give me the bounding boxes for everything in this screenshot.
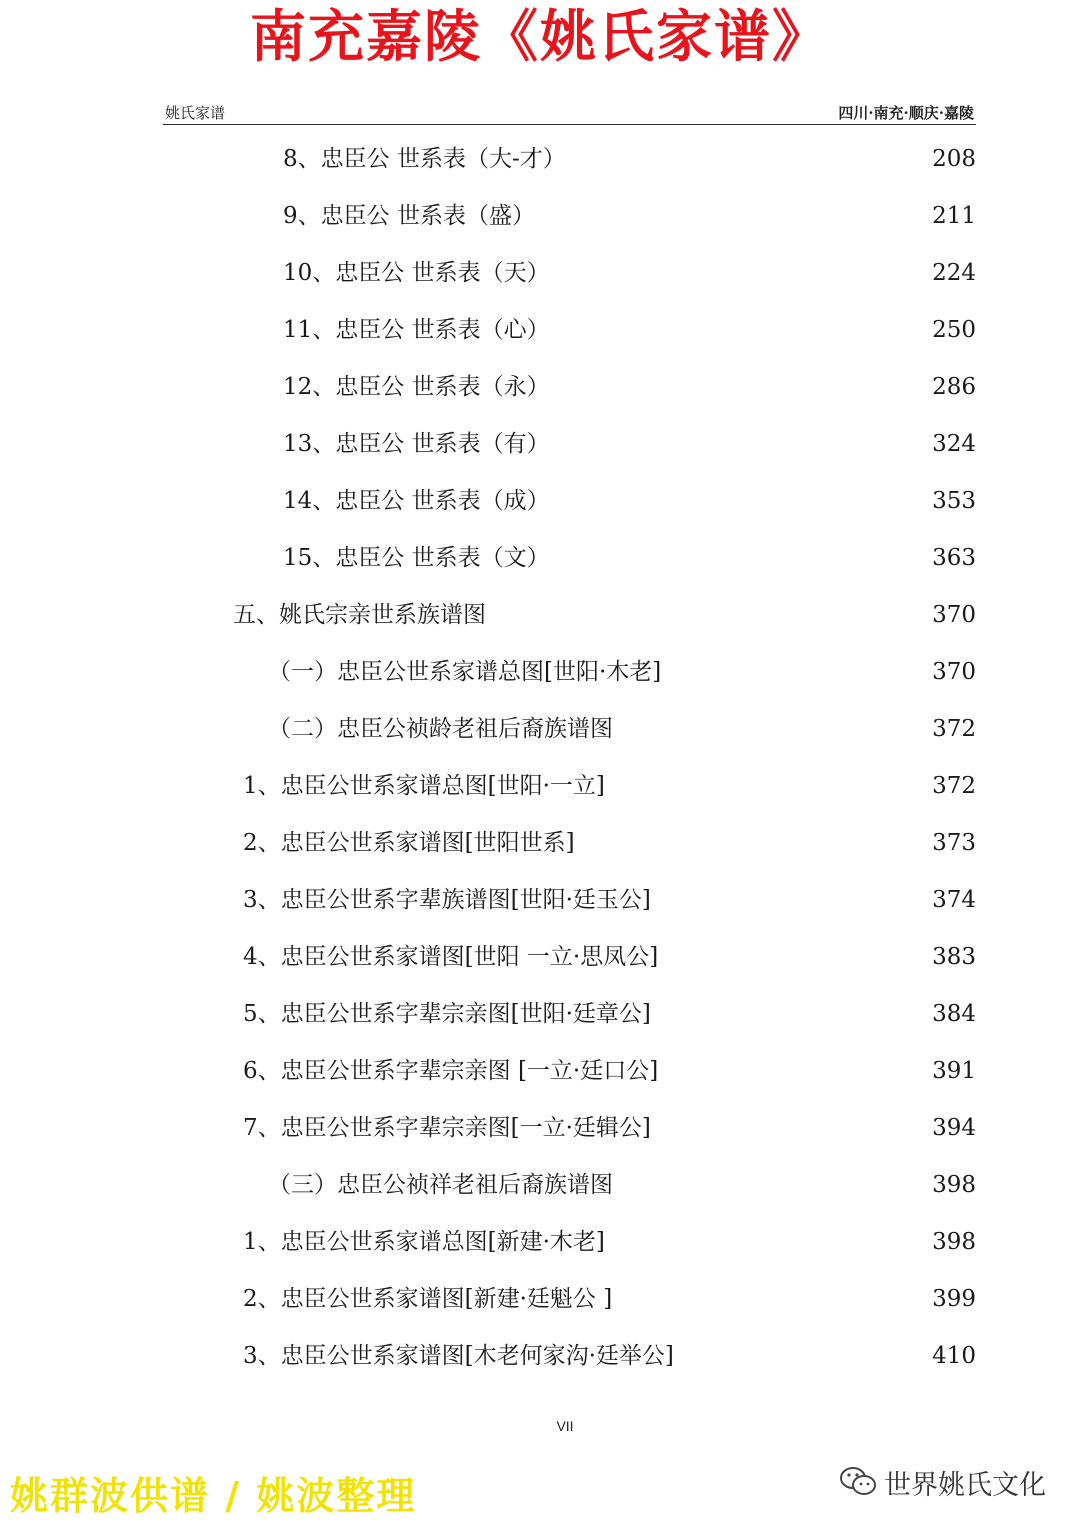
toc-entry-title: 4、忠臣公世系家谱图[世阳 一立·思凤公]: [243, 944, 659, 970]
watermark-text: 世界姚氏文化: [884, 1469, 1046, 1501]
toc-entry-page: 370: [932, 659, 976, 685]
toc-entry-title: 15、忠臣公 世系表（文）: [283, 545, 550, 571]
toc-entry: [0, 188, 1080, 245]
toc-entry: [0, 1328, 1080, 1385]
toc-entry: [0, 1100, 1080, 1157]
toc-entry: [0, 131, 1080, 188]
toc-entry-page: 391: [932, 1058, 976, 1084]
toc-entry: [0, 815, 1080, 872]
toc-entry-page: 394: [932, 1115, 976, 1141]
toc-entry-title: 8、忠臣公 世系表（大-才）: [283, 146, 566, 172]
toc-entry-title: 3、忠臣公世系家谱图[木老何家沟·廷举公]: [243, 1343, 674, 1369]
toc-entry-title: 2、忠臣公世系家谱图[新建·廷魁公 ]: [243, 1286, 613, 1312]
toc-entry: [0, 872, 1080, 929]
toc-entry: [0, 986, 1080, 1043]
toc-entry-title: 5、忠臣公世系字辈宗亲图[世阳·廷章公]: [243, 1001, 651, 1027]
toc-entry-title: （二）忠臣公祯龄老祖后裔族谱图: [268, 716, 613, 742]
running-head-right: 四川·南充·顺庆·嘉陵: [838, 104, 974, 122]
toc-entry-title: 2、忠臣公世系家谱图[世阳世系]: [243, 830, 575, 856]
toc-entry: [0, 587, 1080, 644]
watermark: [838, 1460, 1046, 1504]
toc-entry-title: 11、忠臣公 世系表（心）: [283, 317, 550, 343]
toc-entry-page: 370: [932, 602, 976, 628]
toc-entry-title: 10、忠臣公 世系表（天）: [283, 260, 550, 286]
table-of-contents: [0, 131, 1080, 1385]
running-head-left: 姚氏家谱: [165, 104, 226, 122]
banner-title: 南充嘉陵《姚氏家谱》: [250, 5, 830, 70]
toc-entry-page: 383: [932, 944, 976, 970]
toc-entry: [0, 758, 1080, 815]
toc-entry-page: 286: [932, 374, 976, 400]
toc-entry-title: 9、忠臣公 世系表（盛）: [283, 203, 535, 229]
running-head: [163, 100, 976, 125]
toc-entry-title: 3、忠臣公世系字辈族谱图[世阳·廷玉公]: [243, 887, 651, 913]
toc-entry-page: 399: [932, 1286, 976, 1312]
toc-entry-page: 398: [932, 1172, 976, 1198]
toc-entry-page: 384: [932, 1001, 976, 1027]
toc-entry-title: 12、忠臣公 世系表（永）: [283, 374, 550, 400]
toc-entry-title: 7、忠臣公世系字辈宗亲图[一立·廷辑公]: [243, 1115, 651, 1141]
wechat-icon: [838, 1464, 878, 1500]
toc-entry-title: （一）忠臣公世系家谱总图[世阳·木老]: [268, 659, 662, 685]
toc-entry-page: 211: [932, 203, 976, 229]
toc-entry-page: 410: [932, 1343, 976, 1369]
credit-line: 姚群波供谱 / 姚波整理: [10, 1474, 417, 1518]
toc-entry-page: 224: [932, 260, 976, 286]
toc-entry-page: 353: [932, 488, 976, 514]
toc-entry-page: 372: [932, 716, 976, 742]
toc-entry: [0, 929, 1080, 986]
toc-entry: [0, 1043, 1080, 1100]
toc-entry-page: 324: [932, 431, 976, 457]
toc-entry-title: 14、忠臣公 世系表（成）: [283, 488, 550, 514]
toc-entry-title: 13、忠臣公 世系表（有）: [283, 431, 550, 457]
toc-entry-title: 五、姚氏宗亲世系族谱图: [233, 602, 486, 628]
toc-entry-title: 6、忠臣公世系字辈宗亲图 [一立·廷口公]: [243, 1058, 659, 1084]
toc-entry-title: （三）忠臣公祯祥老祖后裔族谱图: [268, 1172, 613, 1198]
toc-entry: [0, 359, 1080, 416]
toc-entry-page: 398: [932, 1229, 976, 1255]
toc-entry: [0, 245, 1080, 302]
toc-entry: [0, 1157, 1080, 1214]
toc-entry-page: 374: [932, 887, 976, 913]
toc-entry-page: 250: [932, 317, 976, 343]
toc-entry: [0, 701, 1080, 758]
toc-entry: [0, 644, 1080, 701]
toc-entry-title: 1、忠臣公世系家谱总图[世阳·一立]: [243, 773, 605, 799]
toc-entry-page: 363: [932, 545, 976, 571]
toc-entry: [0, 1214, 1080, 1271]
toc-entry: [0, 1271, 1080, 1328]
toc-entry-title: 1、忠臣公世系家谱总图[新建·木老]: [243, 1229, 605, 1255]
toc-entry: [0, 530, 1080, 587]
toc-entry-page: 208: [932, 146, 976, 172]
toc-entry-page: 372: [932, 773, 976, 799]
toc-entry: [0, 473, 1080, 530]
toc-entry: [0, 416, 1080, 473]
page-number: VII: [556, 1418, 574, 1434]
toc-entry: [0, 302, 1080, 359]
toc-entry-page: 373: [932, 830, 976, 856]
